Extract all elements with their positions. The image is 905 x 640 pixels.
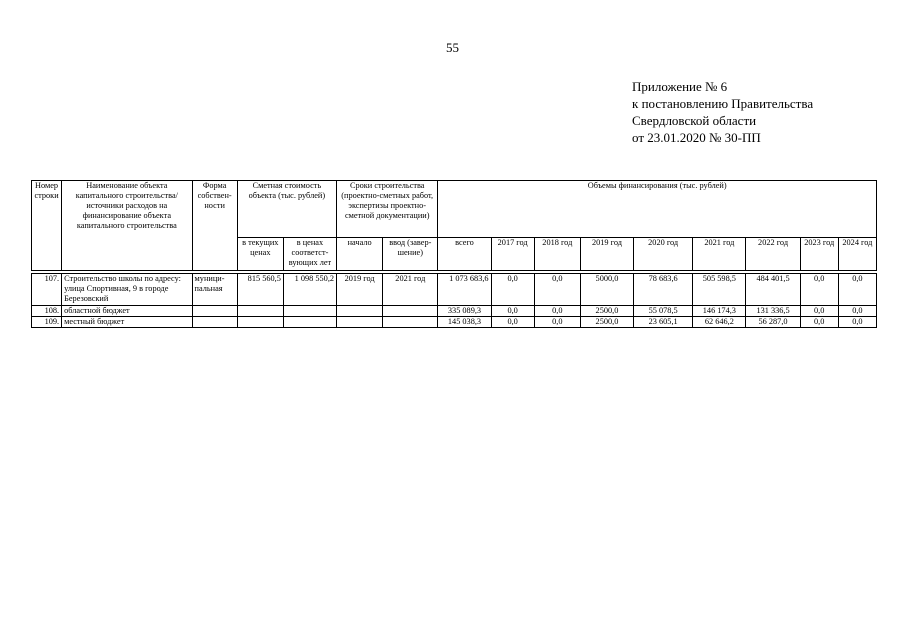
value-2018: 0,0	[534, 306, 580, 317]
financing-table	[31, 180, 877, 328]
term-start	[337, 306, 383, 317]
row-number: 107.	[32, 274, 62, 306]
value-2018: 0,0	[534, 274, 580, 306]
object-name: Строительство школы по адресу: улица Спортивная, 9 в городе Березовский	[62, 274, 192, 306]
page-number: 55	[446, 40, 459, 55]
object-name: областной бюджет	[62, 306, 192, 317]
header-term-start: начало	[337, 238, 383, 271]
header-object-name: Наименование объекта капитального строительства/ источники расходов на финансирование объекта капитального строительства	[62, 181, 192, 271]
cost-current: 815 560,5	[237, 274, 283, 306]
value-2023: 0,0	[800, 274, 838, 306]
cost-current	[237, 317, 283, 328]
value-2019: 2500,0	[580, 317, 633, 328]
value-2019: 5000,0	[580, 274, 633, 306]
ownership	[192, 306, 237, 317]
value-2023: 0,0	[800, 317, 838, 328]
row-number: 109.	[32, 317, 62, 328]
header-row-1	[32, 181, 877, 238]
value-2019: 2500,0	[580, 306, 633, 317]
value-2021: 505 598,5	[693, 274, 746, 306]
header-year-2022: 2022 год	[746, 238, 800, 271]
header-year-2024: 2024 год	[838, 238, 876, 271]
value-2024: 0,0	[838, 274, 876, 306]
term-start	[337, 317, 383, 328]
header-year-2023: 2023 год	[800, 238, 838, 271]
total: 145 038,3	[438, 317, 491, 328]
value-2020: 78 683,6	[634, 274, 693, 306]
header-cost-current: в текущих ценах	[237, 238, 283, 271]
appendix-line-4: от 23.01.2020 № 30-ПП	[632, 130, 761, 145]
value-2024: 0,0	[838, 317, 876, 328]
header-year-2017: 2017 год	[491, 238, 534, 271]
value-2018: 0,0	[534, 317, 580, 328]
appendix-line-1: Приложение № 6	[632, 79, 728, 94]
value-2020: 55 078,5	[634, 306, 693, 317]
table-row	[32, 306, 877, 317]
value-2017: 0,0	[491, 306, 534, 317]
row-number: 108.	[32, 306, 62, 317]
appendix-line-2: к постановлению Правительства	[632, 96, 814, 111]
header-year-2018: 2018 год	[534, 238, 580, 271]
header-ownership: Форма собствен-ности	[192, 181, 237, 271]
ownership: муници-пальная	[192, 274, 237, 306]
value-2023: 0,0	[800, 306, 838, 317]
value-2017: 0,0	[491, 317, 534, 328]
header-row-number: Номер строки	[32, 181, 62, 271]
term-start: 2019 год	[337, 274, 383, 306]
cost-years	[283, 306, 336, 317]
header-total: всего	[438, 238, 491, 271]
value-2022: 131 336,5	[746, 306, 800, 317]
term-end	[383, 317, 438, 328]
header-terms: Сроки строительства (проектно-сметных работ, экспертизы проектно-сметной документации)	[337, 181, 438, 238]
value-2021: 146 174,3	[693, 306, 746, 317]
header-year-2021: 2021 год	[693, 238, 746, 271]
term-end: 2021 год	[383, 274, 438, 306]
header-cost-years: в ценах соответст-вующих лет	[283, 238, 336, 271]
total: 1 073 683,6	[438, 274, 491, 306]
term-end	[383, 306, 438, 317]
cost-years: 1 098 550,2	[283, 274, 336, 306]
cost-current	[237, 306, 283, 317]
header-year-2020: 2020 год	[634, 238, 693, 271]
header-cost: Сметная стоимость объекта (тыс. рублей)	[237, 181, 336, 238]
ownership	[192, 317, 237, 328]
total: 335 089,3	[438, 306, 491, 317]
table-row	[32, 317, 877, 328]
appendix-line-3: Свердловской области	[632, 113, 757, 128]
value-2020: 23 605,1	[634, 317, 693, 328]
value-2024: 0,0	[838, 306, 876, 317]
value-2021: 62 646,2	[693, 317, 746, 328]
appendix-heading	[632, 78, 813, 146]
value-2017: 0,0	[491, 274, 534, 306]
object-name: местный бюджет	[62, 317, 192, 328]
header-term-end: ввод (завер-шение)	[383, 238, 438, 271]
cost-years	[283, 317, 336, 328]
header-financing: Объемы финансирования (тыс. рублей)	[438, 181, 877, 238]
table-row	[32, 274, 877, 306]
value-2022: 484 401,5	[746, 274, 800, 306]
header-year-2019: 2019 год	[580, 238, 633, 271]
value-2022: 56 287,0	[746, 317, 800, 328]
